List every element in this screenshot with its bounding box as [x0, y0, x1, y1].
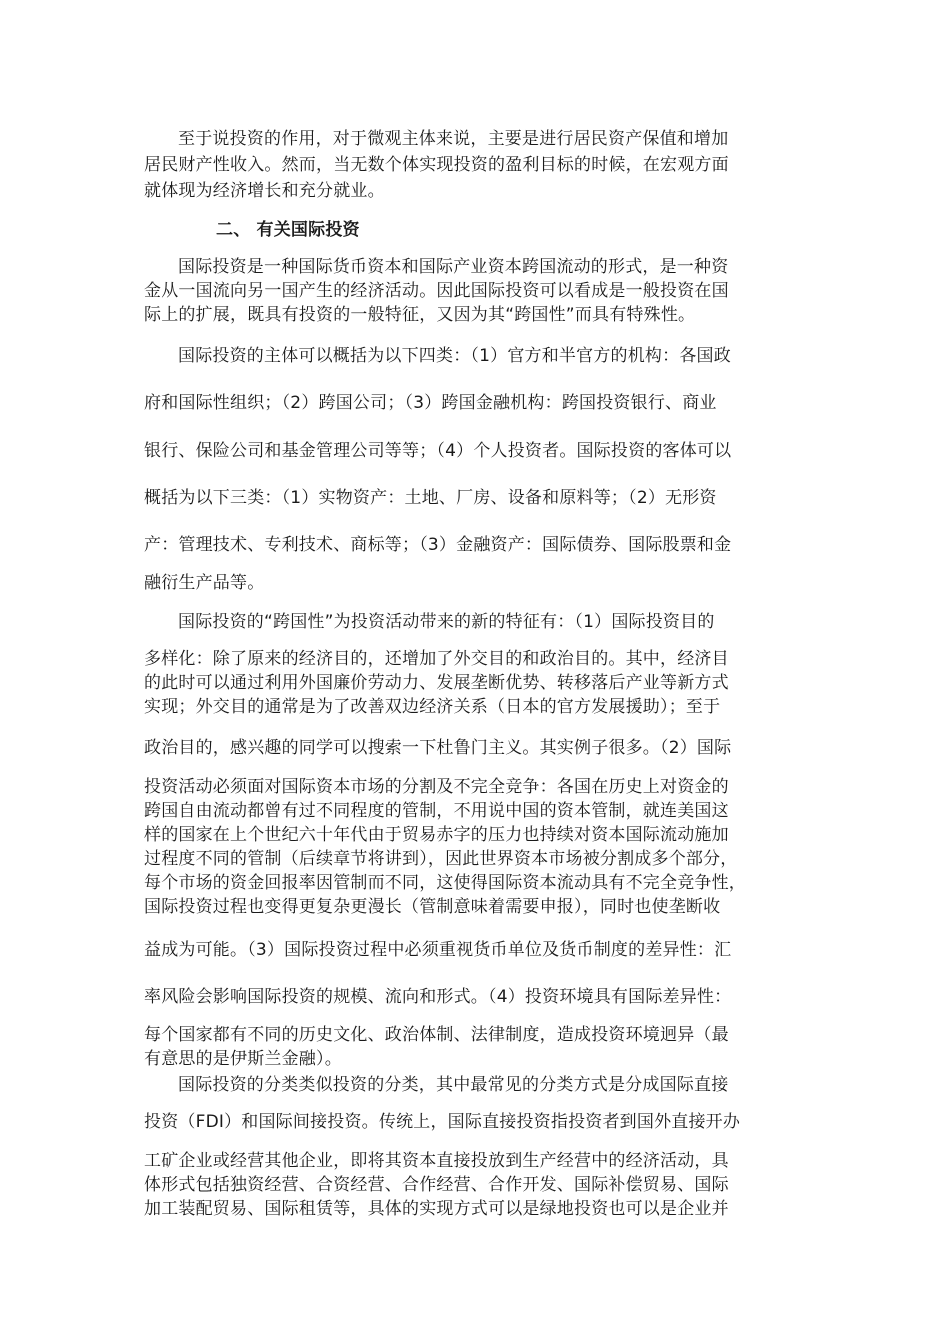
- paragraph-line: 工矿企业或经营其他企业，即将其资本直接投放到生产经营中的经济活动，具: [144, 1151, 729, 1171]
- paragraph-line: 每个国家都有不同的历史文化、政治体制、法律制度，造成投资环境迥异（最: [144, 1025, 729, 1045]
- paragraph-line: 多样化：除了原来的经济目的，还增加了外交目的和政治目的。其中，经济目: [144, 649, 729, 669]
- paragraph-line: 国际投资的“跨国性”为投资活动带来的新的特征有：（1）国际投资目的: [178, 612, 715, 632]
- paragraph-line: 融衍生产品等。: [144, 573, 265, 593]
- paragraph-line: 就体现为经济增长和充分就业。: [144, 181, 385, 201]
- paragraph-line: 国际投资过程也变得更复杂更漫长（管制意味着需要申报），同时也使垄断收: [144, 897, 721, 917]
- paragraph-line: 样的国家在上个世纪六十年代由于贸易赤字的压力也持续对资本国际流动施加: [144, 825, 729, 845]
- paragraph-line: 国际投资的分类类似投资的分类，其中最常见的分类方式是分成国际直接: [178, 1075, 729, 1095]
- paragraph-line: 居民财产性收入。然而，当无数个体实现投资的盈利目标的时候，在宏观方面: [144, 155, 729, 175]
- paragraph-line: 投资（FDI）和国际间接投资。传统上，国际直接投资指投资者到国外直接开办: [144, 1112, 741, 1132]
- paragraph-line: 率风险会影响国际投资的规模、流向和形式。（4）投资环境具有国际差异性：: [144, 987, 732, 1007]
- paragraph-line: 体形式包括独资经营、合资经营、合作经营、合作开发、国际补偿贸易、国际: [144, 1175, 729, 1195]
- paragraph-line: 至于说投资的作用，对于微观主体来说，主要是进行居民资产保值和增加: [178, 129, 729, 149]
- paragraph-line: 产：管理技术、专利技术、商标等；（3）金融资产：国际债券、国际股票和金: [144, 535, 732, 555]
- paragraph-line: 国际投资的主体可以概括为以下四类：（1）官方和半官方的机构：各国政: [178, 346, 731, 366]
- paragraph-line: 投资活动必须面对国际资本市场的分割及不完全竞争：各国在历史上对资金的: [144, 777, 729, 797]
- paragraph-line: 益成为可能。（3）国际投资过程中必须重视货币单位及货币制度的差异性：汇: [144, 940, 732, 960]
- paragraph-line: 国际投资是一种国际货币资本和国际产业资本跨国流动的形式，是一种资: [178, 257, 729, 277]
- paragraph-line: 的此时可以通过利用外国廉价劳动力、发展垄断优势、转移落后产业等新方式: [144, 673, 729, 693]
- paragraph-line: 有意思的是伊斯兰金融）。: [144, 1049, 342, 1069]
- paragraph-line: 过程度不同的管制（后续章节将讲到），因此世界资本市场被分割成多个部分，: [144, 849, 738, 869]
- paragraph-line: 加工装配贸易、国际租赁等，具体的实现方式可以是绿地投资也可以是企业并: [144, 1199, 729, 1219]
- paragraph-line: 金从一国流向另一国产生的经济活动。因此国际投资可以看成是一般投资在国: [144, 281, 729, 301]
- paragraph-line: 跨国自由流动都曾有过不同程度的管制，不用说中国的资本管制，就连美国这: [144, 801, 729, 821]
- paragraph-line: 实现；外交目的通常是为了改善双边经济关系（日本的官方发展援助）；至于: [144, 697, 721, 717]
- paragraph-line: 银行、保险公司和基金管理公司等等；（4）个人投资者。国际投资的客体可以: [144, 441, 732, 461]
- paragraph-line: 际上的扩展，既具有投资的一般特征，又因为其“跨国性”而具有特殊性。: [144, 305, 696, 325]
- paragraph-line: 府和国际性组织；（2）跨国公司；（3）跨国金融机构：跨国投资银行、商业: [144, 393, 717, 413]
- paragraph-line: 每个市场的资金回报率因管制而不同，这使得国际资本流动具有不完全竞争性，: [144, 873, 746, 893]
- paragraph-line: 政治目的，感兴趣的同学可以搜索一下杜鲁门主义。其实例子很多。（2）国际: [144, 738, 732, 758]
- section-heading: 二、 有关国际投资: [216, 220, 360, 240]
- paragraph-line: 概括为以下三类：（1）实物资产：土地、厂房、设备和原料等；（2）无形资: [144, 488, 717, 508]
